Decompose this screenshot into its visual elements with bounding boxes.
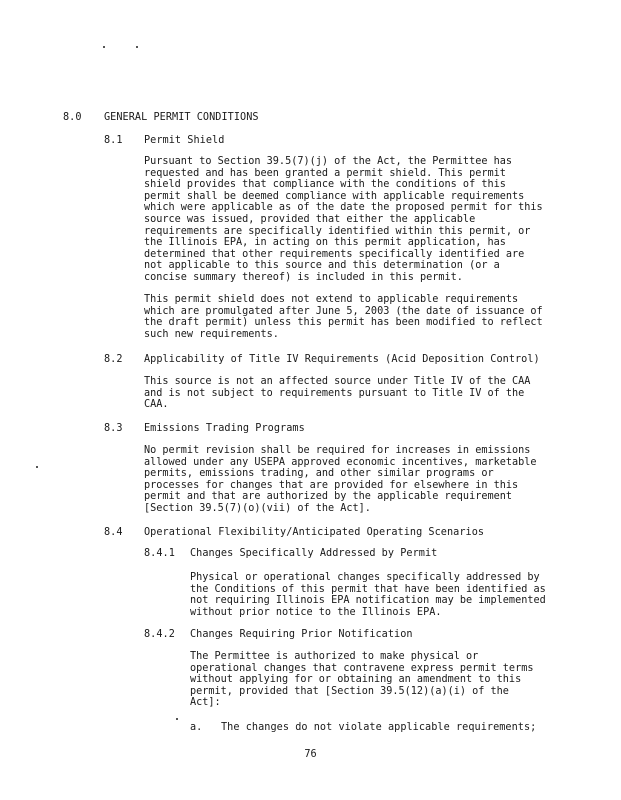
subsection-title: Emissions Trading Programs xyxy=(144,423,305,434)
subsection-title: Permit Shield xyxy=(144,135,225,146)
text-line: [Section 39.5(7)(o)(vii) of the Act]. xyxy=(144,502,371,514)
emissions-trading-paragraph xyxy=(144,445,537,515)
changes-addressed-paragraph xyxy=(190,572,546,618)
text-line: which are promulgated after June 5, 2003 (the date of issuance of xyxy=(144,305,543,317)
text-line: This source is not an affected source under Title IV of the CAA xyxy=(144,376,531,387)
text-line: permits, emissions trading, and other similar programs or xyxy=(144,468,494,480)
text-line: not requiring Illinois EPA notification may be implemented xyxy=(190,595,546,607)
permit-shield-paragraph-2 xyxy=(144,294,543,340)
sub-subsection-number: 8.4.1 xyxy=(144,548,175,559)
text-line: shield provides that compliance with the conditions of this xyxy=(144,179,506,191)
text-line: which were applicable as of the date the proposed permit for this xyxy=(144,202,543,214)
list-item-text: The changes do not violate applicable requirements; xyxy=(221,722,537,733)
text-line: without applying for or obtaining an amendment to this xyxy=(190,674,522,686)
text-line: This permit shield does not extend to applicable requirements xyxy=(144,294,519,305)
scan-mark xyxy=(176,718,178,720)
text-line: permit and that are authorized by the applicable requirement xyxy=(144,491,513,503)
text-line: the draft permit) unless this permit has been modified to reflect xyxy=(144,317,543,329)
text-line: requirements are specifically identified within this permit, or xyxy=(144,225,531,237)
text-line: permit shall be deemed compliance with applicable requirements xyxy=(144,190,525,202)
text-line: and is not subject to requirements pursuant to Title IV of the xyxy=(144,387,525,399)
sub-subsection-title: Changes Specifically Addressed by Permit xyxy=(190,548,438,559)
text-line: The Permittee is authorized to make physical or xyxy=(190,651,479,662)
prior-notification-paragraph xyxy=(190,651,533,709)
text-line: Pursuant to Section 39.5(7)(j) of the Act, the Permittee has xyxy=(144,156,513,167)
text-line: operational changes that contravene express permit terms xyxy=(190,662,534,674)
list-item-marker: a. xyxy=(190,722,203,733)
text-line: processes for changes that are provided for elsewhere in this xyxy=(144,479,519,491)
section-number: 8.0 xyxy=(63,112,82,123)
text-line: without prior notice to the Illinois EPA. xyxy=(190,606,442,618)
text-line: source was issued, provided that either the applicable xyxy=(144,213,476,225)
text-line: not applicable to this source and this determination (or a xyxy=(144,260,500,272)
text-line: allowed under any USEPA approved economic incentives, marketable xyxy=(144,456,537,468)
text-line: such new requirements. xyxy=(144,328,279,340)
scan-mark xyxy=(136,46,138,48)
text-line: CAA. xyxy=(144,399,169,411)
text-line: Physical or operational changes specifically addressed by xyxy=(190,572,540,583)
section-title: GENERAL PERMIT CONDITIONS xyxy=(104,112,259,123)
subsection-number: 8.3 xyxy=(104,423,123,434)
scan-mark xyxy=(36,466,38,468)
subsection-title: Operational Flexibility/Anticipated Operating Scenarios xyxy=(144,527,485,538)
page-number: 76 xyxy=(304,749,317,760)
subsection-number: 8.1 xyxy=(104,135,123,146)
subsection-number: 8.4 xyxy=(104,527,123,538)
text-line: Act]: xyxy=(190,697,221,709)
title-iv-paragraph xyxy=(144,376,530,411)
text-line: concise summary thereof) is included in this permit. xyxy=(144,271,463,283)
scan-mark xyxy=(103,46,105,48)
text-line: determined that other requirements specifically identified are xyxy=(144,248,525,260)
sub-subsection-number: 8.4.2 xyxy=(144,629,175,640)
text-line: the Illinois EPA, in acting on this permit application, has xyxy=(144,237,506,249)
text-line: requested and has been granted a permit shield. This permit xyxy=(144,167,506,179)
subsection-title: Applicability of Title IV Requirements (Acid Deposition Control) xyxy=(144,354,540,365)
text-line: the Conditions of this permit that have been identified as xyxy=(190,583,546,595)
subsection-number: 8.2 xyxy=(104,354,123,365)
sub-subsection-title: Changes Requiring Prior Notification xyxy=(190,629,413,640)
permit-shield-paragraph-1 xyxy=(144,156,543,284)
text-line: No permit revision shall be required for increases in emissions xyxy=(144,445,531,456)
text-line: permit, provided that [Section 39.5(12)(a)(i) of the xyxy=(190,685,509,697)
